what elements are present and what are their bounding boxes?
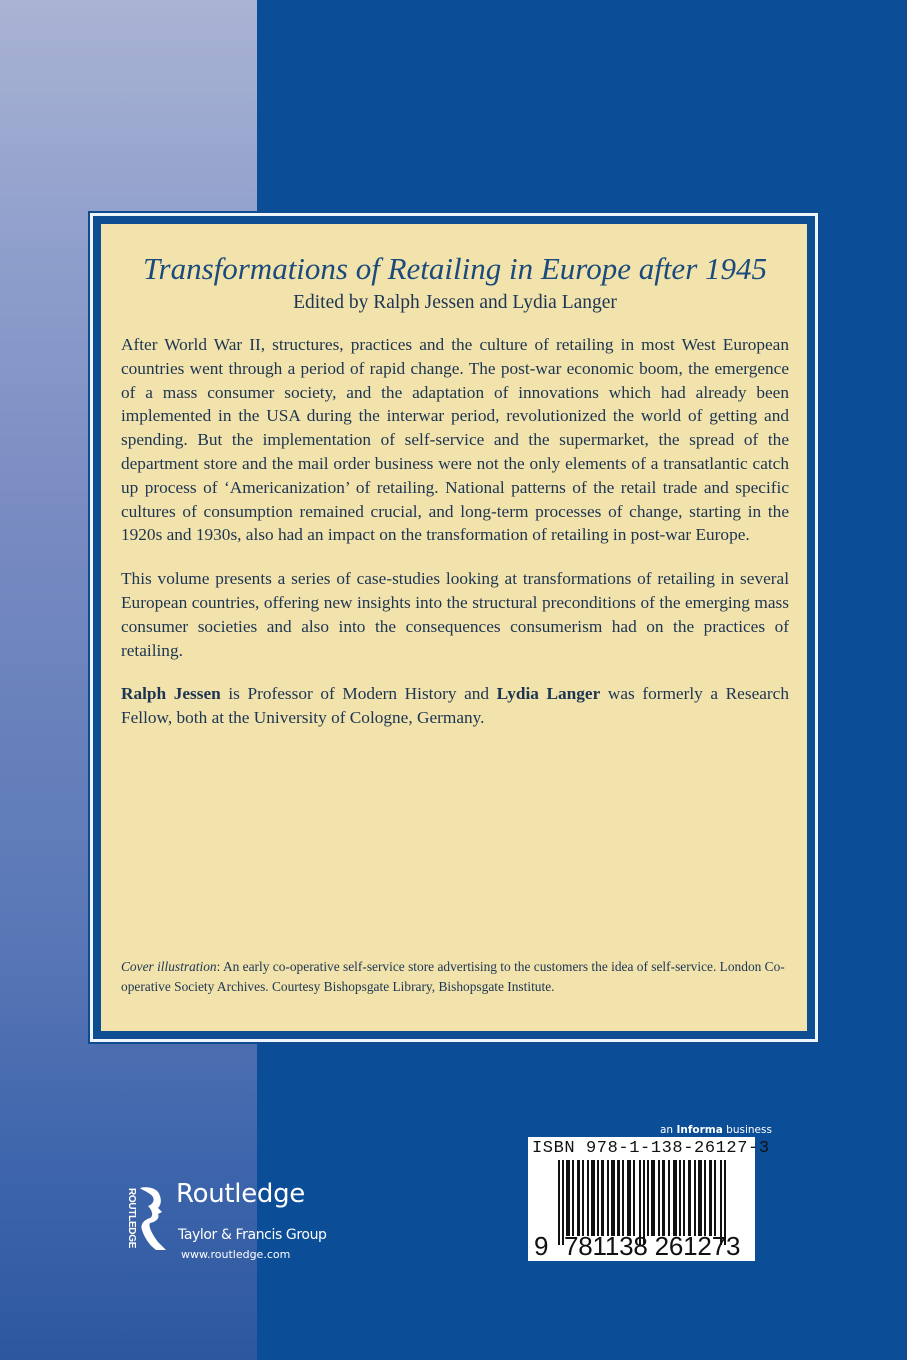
description-frame — [88, 211, 820, 1044]
publisher-url[interactable]: www.routledge.com — [181, 1248, 291, 1261]
author-name-2: Lydia Langer — [496, 684, 601, 704]
informa-tagline — [660, 1124, 772, 1136]
cover-illustration-caption — [121, 957, 789, 997]
author-bio — [121, 682, 789, 730]
editors-line: Edited by Ralph Jessen and Lydia Langer — [293, 292, 617, 313]
routledge-profile-icon — [138, 1186, 168, 1250]
author-name-1: Ralph Jessen — [121, 684, 221, 704]
publisher-name: Routledge — [176, 1179, 306, 1209]
caption-label: Cover illustration — [121, 959, 217, 974]
isbn-barcode — [528, 1137, 770, 1261]
bio-text-2: was formerly a Research Fellow, both at the University of Cologne, Germany. — [121, 684, 789, 728]
blurb-paragraph-2: This volume presents a series of case-studies looking at transformations of retailing in several European countries, offering new insights into the structural preconditions of the emerging mass consumer societies and also into the consequences consumerism had on the practices of retailing. — [121, 569, 789, 660]
ean-digits-rest: 781138 261273 — [564, 1231, 741, 1261]
vertical-mark-text: ROUTLEDGE — [126, 1188, 137, 1249]
isbn-label: ISBN 978-1-138-26127-3 — [532, 1139, 770, 1158]
informa-brand: Informa — [676, 1124, 723, 1136]
ean-first-digit: 9 — [534, 1231, 549, 1261]
publisher-group: Taylor & Francis Group — [178, 1227, 327, 1243]
bio-text-1: is Professor of Modern History and — [220, 684, 497, 704]
caption-text: : An early co-operative self-service store advertising to the customers the idea of self-service. London Co-operative Society Archives. Courtesy Bishopsgate Library, Bishopsgate Institute. — [121, 959, 785, 994]
routledge-logo — [120, 1179, 360, 1265]
routledge-vertical-wordmark — [123, 1188, 135, 1250]
informa-suffix: business — [722, 1124, 772, 1136]
frame-inner-panel — [93, 216, 815, 1039]
book-title: Transformations of Retailing in Europe after 1945 — [142, 251, 768, 286]
informa-prefix: an — [660, 1124, 677, 1136]
frame-content — [121, 224, 789, 1031]
blurb-paragraph-1: After World War II, structures, practices and the culture of retailing in most West European countries went through a period of rapid change. The post-war economic boom, the emergence of a mass consumer society, and the adaptation of innovations which had already been implemented in the USA during the interwar period, revolutionized the world of getting and spending. But the implementation of self-service and the supermarket, the spread of the department store and the mail order business were not the only elements of a transatlantic catch up process of ‘Americanization’ of retailing. National patterns of the retail trade and specific cultures of consumption remained crucial, and long-term processes of change, starting in the 1920s and 1930s, also had an impact on the transformation of retailing in post-war Europe. — [121, 335, 789, 545]
